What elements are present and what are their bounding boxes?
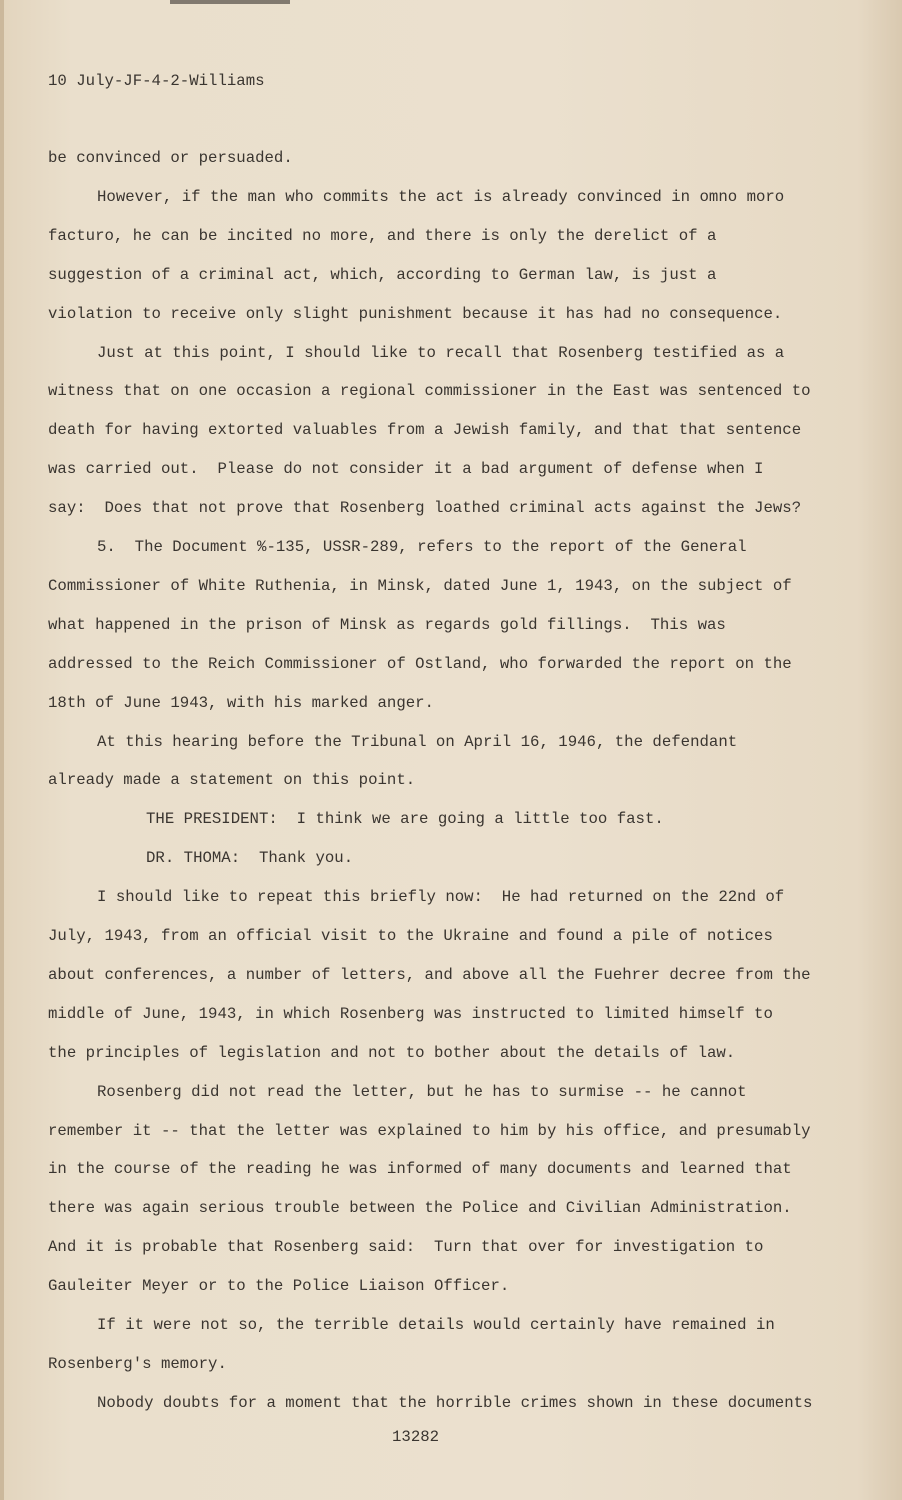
page-number: 13282 bbox=[392, 1428, 440, 1446]
text-line: 5. The Document %-135, USSR-289, refers to the report of the General bbox=[97, 538, 747, 556]
text-line: violation to receive only slight punishment because it has had no consequence. bbox=[48, 304, 783, 323]
text-line: At this hearing before the Tribunal on April 16, 1946, the defendant bbox=[97, 732, 738, 751]
text-line: Commissioner of White Ruthenia, in Minsk, dated June 1, 1943, on the subject of bbox=[48, 576, 792, 595]
document-header: 10 July-JF-4-2-Williams bbox=[48, 72, 265, 90]
text-line: However, if the man who commits the act is already convinced in omno moro bbox=[97, 187, 785, 206]
text-line: And it is probable that Rosenberg said: Turn that over for investigation to bbox=[48, 1238, 764, 1257]
top-mark bbox=[170, 0, 290, 4]
text-line: what happened in the prison of Minsk as regards gold fillings. This was bbox=[48, 615, 726, 634]
text-line: THE PRESIDENT: I think we are going a little too fast. bbox=[146, 810, 664, 829]
text-line: Just at this point, I should like to recall that Rosenberg testified as a bbox=[97, 343, 785, 362]
text-line: the principles of legislation and not to bother about the details of law. bbox=[48, 1043, 736, 1062]
text-line: death for having extorted valuables from a Jewish family, and that that sentence bbox=[48, 421, 802, 440]
text-line: already made a statement on this point. bbox=[48, 771, 416, 790]
text-line: Rosenberg did not read the letter, but he has to surmise -- he cannot bbox=[97, 1082, 747, 1101]
text-line: facturo, he can be incited no more, and there is only the derelict of a bbox=[48, 226, 717, 245]
text-line: Gauleiter Meyer or to the Police Liaison Officer. bbox=[48, 1277, 510, 1296]
text-line: Rosenberg's memory. bbox=[48, 1354, 227, 1373]
text-line: I should like to repeat this briefly now: He had returned on the 22nd of bbox=[97, 888, 785, 907]
text-line: there was again serious trouble between the Police and Civilian Administration. bbox=[48, 1199, 792, 1218]
page-edge bbox=[0, 0, 4, 1500]
text-line: about conferences, a number of letters, and above all the Fuehrer decree from the bbox=[48, 965, 811, 984]
text-line: say: Does that not prove that Rosenberg loathed criminal acts against the Jews? bbox=[48, 499, 802, 518]
text-line: suggestion of a criminal act, which, according to German law, is just a bbox=[48, 265, 717, 284]
text-line: DR. THOMA: Thank you. bbox=[146, 849, 354, 868]
text-line: July, 1943, from an official visit to the Ukraine and found a pile of notices bbox=[48, 927, 773, 945]
text-line: witness that on one occasion a regional commissioner in the East was sentenced to bbox=[48, 382, 811, 401]
text-line: in the course of the reading he was informed of many documents and learned that bbox=[48, 1160, 792, 1179]
text-line: be convinced or persuaded. bbox=[48, 149, 293, 167]
text-line: addressed to the Reich Commissioner of Ostland, who forwarded the report on the bbox=[48, 654, 792, 673]
text-line: remember it -- that the letter was explained to him by his office, and presumably bbox=[48, 1121, 811, 1140]
text-line: If it were not so, the terrible details would certainly have remained in bbox=[97, 1316, 775, 1334]
text-line: was carried out. Please do not consider it a bad argument of defense when I bbox=[48, 460, 764, 479]
text-line: 18th of June 1943, with his marked anger. bbox=[48, 693, 434, 712]
text-line: middle of June, 1943, in which Rosenberg was instructed to limited himself to bbox=[48, 1004, 773, 1023]
text-line: Nobody doubts for a moment that the horrible crimes shown in these documents bbox=[97, 1393, 813, 1412]
